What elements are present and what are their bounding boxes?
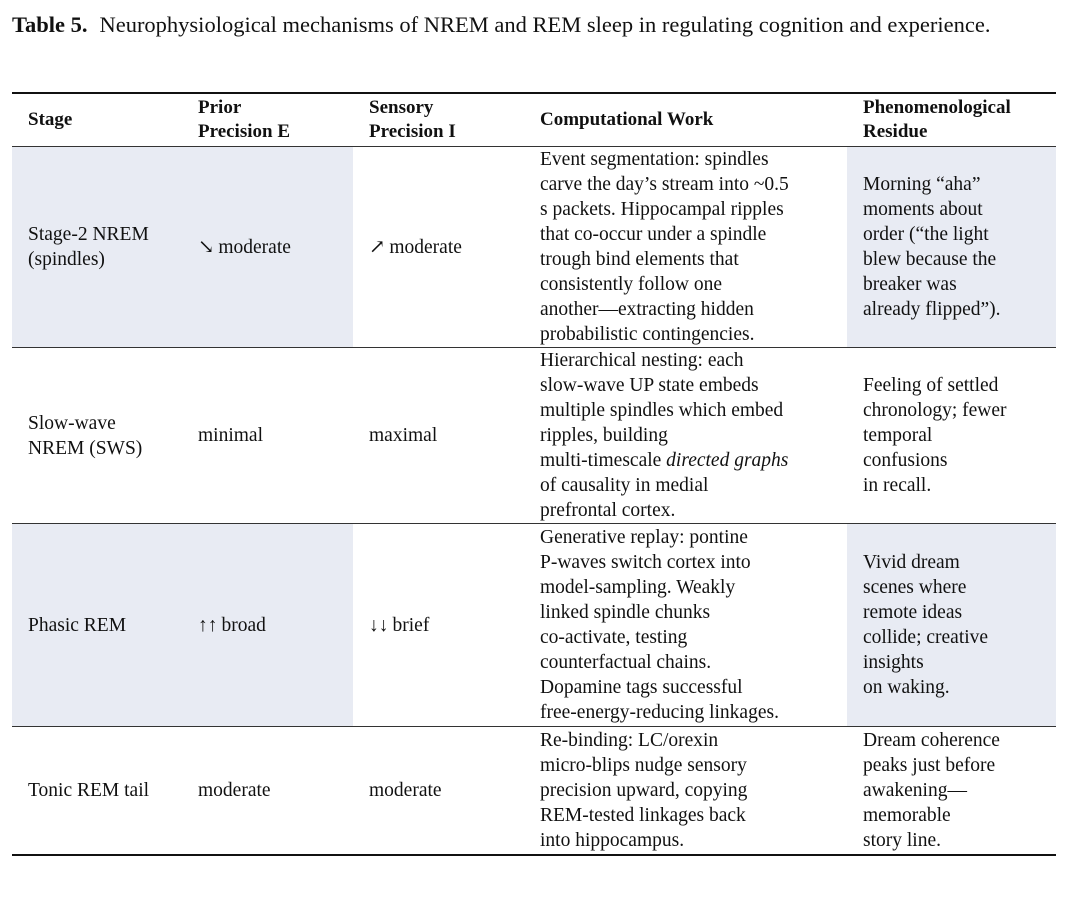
work-text-line: slow-wave UP state embeds <box>540 375 759 396</box>
prior-precision-cell <box>182 524 353 727</box>
residue-text-line: peaks just before <box>863 754 996 776</box>
header-prior-line-2: Precision E <box>198 121 291 142</box>
sensory-precision-cell <box>353 727 530 855</box>
work-text-line: Re-binding: LC/orexin <box>540 729 719 751</box>
residue-text-line: Vivid dream <box>863 552 960 573</box>
header-residue-line-2: Residue <box>863 121 928 142</box>
trend-arrow-icon: ↑↑ <box>198 614 218 636</box>
residue-text-line: in recall. <box>863 475 932 496</box>
sensory-precision-cell <box>353 348 530 524</box>
prior-precision-value: broad <box>221 614 266 636</box>
work-text-line: Dopamine tags successful <box>540 677 743 698</box>
residue-text-line: Feeling of settled <box>863 375 999 396</box>
residue-text-line: collide; creative <box>863 627 989 648</box>
header-work-line: Computational Work <box>540 109 714 130</box>
work-text-line: Hierarchical nesting: each <box>540 350 744 371</box>
work-text-line: of causality in medial <box>540 475 709 496</box>
sensory-precision-cell <box>353 147 530 348</box>
trend-arrow-icon: ↗ <box>369 236 386 258</box>
stage-cell <box>12 147 182 348</box>
prior-precision-value: moderate <box>218 236 291 258</box>
work-text-line: co-activate, testing <box>540 627 688 648</box>
residue-text-line: moments about <box>863 199 983 220</box>
work-text-line: probabilistic contingencies. <box>540 324 755 345</box>
residue-text-line: remote ideas <box>863 602 963 623</box>
phenomenological-residue-cell <box>847 348 1056 524</box>
residue-text-line: awakening— <box>863 779 967 801</box>
residue-text-line: confusions <box>863 450 948 471</box>
work-text-line: another—extracting hidden <box>540 299 754 320</box>
table-row <box>12 348 1056 524</box>
work-text-line: trough bind elements that <box>540 249 739 270</box>
header-sensory-line-2: Precision I <box>369 121 456 142</box>
work-text-line: precision upward, copying <box>540 779 748 801</box>
residue-text-line: on waking. <box>863 677 950 698</box>
table-row <box>12 524 1056 727</box>
header-stage <box>12 93 182 147</box>
stage-name-line: NREM (SWS) <box>28 437 143 459</box>
header-sensory-precision <box>353 93 530 147</box>
table-row <box>12 147 1056 348</box>
table-row <box>12 727 1056 855</box>
phenomenological-residue-cell <box>847 524 1056 727</box>
prior-precision-cell <box>182 727 353 855</box>
residue-text-line: insights <box>863 652 924 673</box>
work-text-line: REM-tested linkages back <box>540 804 746 826</box>
table-caption <box>12 8 1056 42</box>
stage-name-line: Phasic REM <box>28 614 127 636</box>
stage-cell <box>12 348 182 524</box>
sensory-precision-value: moderate <box>389 236 462 258</box>
computational-work-cell <box>530 524 847 727</box>
work-text-line: into hippocampus. <box>540 829 685 851</box>
work-text-line: Event segmentation: spindles <box>540 149 769 170</box>
work-text-line: multi-timescale directed graphs <box>540 450 789 471</box>
computational-work-cell <box>530 727 847 855</box>
work-text-line: ripples, building <box>540 425 668 446</box>
header-prior-precision <box>182 93 353 147</box>
header-residue-line-1: Phenomenological <box>863 97 1011 118</box>
stage-cell <box>12 727 182 855</box>
residue-text-line: breaker was <box>863 274 957 295</box>
residue-text-line: chronology; fewer <box>863 400 1007 421</box>
sensory-precision-value: maximal <box>369 425 438 446</box>
header-computational-work <box>530 93 847 147</box>
trend-arrow-icon: ↓↓ <box>369 614 389 636</box>
prior-precision-value: minimal <box>198 425 263 446</box>
prior-precision-cell <box>182 348 353 524</box>
header-sensory-line-1: Sensory <box>369 97 434 118</box>
work-text-line: micro-blips nudge sensory <box>540 754 747 776</box>
trend-arrow-icon: ↘ <box>198 236 215 258</box>
table-caption-text: Neurophysiological mechanisms of NREM and REM sleep in regulating cognition and experience. <box>99 12 991 37</box>
residue-text-line: scenes where <box>863 577 967 598</box>
work-text-line: prefrontal cortex. <box>540 500 676 521</box>
residue-text-line: story line. <box>863 829 941 851</box>
prior-precision-value: moderate <box>198 779 271 801</box>
work-text-line: P-waves switch cortex into <box>540 552 751 573</box>
header-stage-line: Stage <box>28 109 73 130</box>
stage-name-line: Slow-wave <box>28 412 116 434</box>
italic-phrase: directed graphs <box>666 450 789 471</box>
computational-work-cell <box>530 348 847 524</box>
sleep-mechanisms-table <box>12 92 1056 856</box>
work-text-line: carve the day’s stream into ~0.5 <box>540 174 789 195</box>
residue-text-line: memorable <box>863 804 951 826</box>
work-text-line: s packets. Hippocampal ripples <box>540 199 784 220</box>
phenomenological-residue-cell <box>847 727 1056 855</box>
work-text-line: that co-occur under a spindle <box>540 224 767 245</box>
computational-work-cell <box>530 147 847 348</box>
sensory-precision-value: moderate <box>369 779 442 801</box>
work-text-line: multiple spindles which embed <box>540 400 784 421</box>
header-phenomenological-residue <box>847 93 1056 147</box>
work-text-line: Generative replay: pontine <box>540 527 748 548</box>
prior-precision-cell <box>182 147 353 348</box>
stage-name-line: Tonic REM tail <box>28 779 150 801</box>
residue-text-line: Dream coherence <box>863 729 1000 751</box>
stage-name-line: Stage-2 NREM <box>28 224 149 245</box>
stage-cell <box>12 524 182 727</box>
table-header-row <box>12 93 1056 147</box>
header-prior-line-1: Prior <box>198 97 242 118</box>
residue-text-line: blew because the <box>863 249 997 270</box>
residue-text-line: temporal <box>863 425 933 446</box>
residue-text-line: order (“the light <box>863 224 989 245</box>
work-text-line: model-sampling. Weakly <box>540 577 736 598</box>
stage-name-line: (spindles) <box>28 249 105 270</box>
sensory-precision-cell <box>353 524 530 727</box>
residue-text-line: Morning “aha” <box>863 174 981 195</box>
phenomenological-residue-cell <box>847 147 1056 348</box>
work-text-line: consistently follow one <box>540 274 722 295</box>
work-text-line: linked spindle chunks <box>540 602 711 623</box>
work-text-line: free-energy-reducing linkages. <box>540 702 779 723</box>
sensory-precision-value: brief <box>392 614 430 636</box>
table-caption-label: Table 5. <box>12 12 88 37</box>
work-text-line: counterfactual chains. <box>540 652 712 673</box>
residue-text-line: already flipped”). <box>863 299 1001 320</box>
